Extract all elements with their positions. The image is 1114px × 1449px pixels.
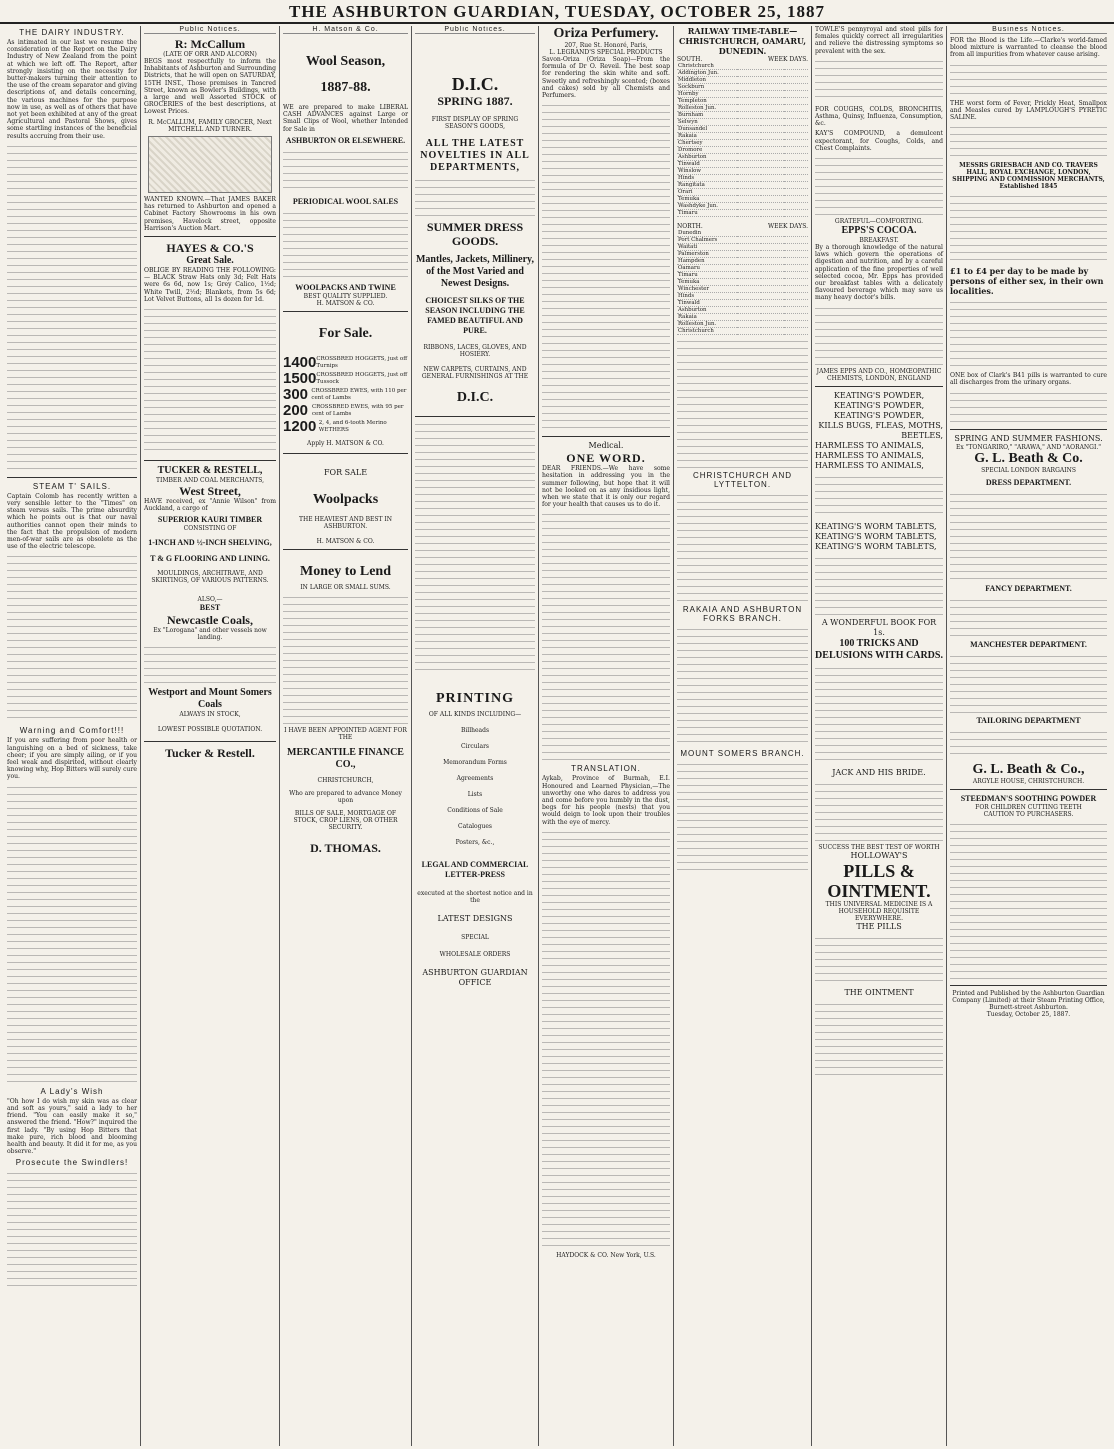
guardian-office: ASHBURTON GUARDIAN OFFICE	[422, 968, 528, 987]
body-text-block	[415, 421, 535, 671]
pound-per-day: £1 to £4 per day to be made by persons of either sex, in their own localities.	[950, 266, 1104, 297]
body-text-block	[950, 62, 1107, 97]
printing-item: Lists	[467, 791, 483, 798]
oriza-title: Oriza Perfumery.	[553, 26, 659, 41]
livestock-list	[283, 356, 408, 434]
station-name: Ashburton	[677, 154, 737, 161]
jack-bride: JACK AND HIS BRIDE.	[832, 767, 926, 777]
column-header: H. Matson & Co.	[283, 26, 408, 34]
dic-spring: SPRING 1887.	[437, 94, 513, 108]
masthead-title: THE ASHBURTON GUARDIAN, TUESDAY, OCTOBER 25, 1887	[288, 2, 825, 21]
station-name: Temuka	[677, 196, 737, 203]
timetable-row	[677, 258, 808, 265]
furniture-illustration	[148, 136, 272, 193]
printing-item: Circulars	[460, 743, 490, 750]
station-name: Rakaia	[677, 133, 737, 140]
spring-fashions: SPRING AND SUMMER FASHIONS.	[954, 433, 1103, 443]
station-name: Washdyke Jun.	[677, 203, 737, 210]
lowest-quotation: LOWEST POSSIBLE QUOTATION.	[157, 726, 263, 734]
mccallum-text: BEGS most respectfully to inform the Inhabitants of Ashburton and Surrounding Districts, that he will open on SATURDAY, 15TH INST., Those premises in Tancred Street, known as Bowler's Buildings, with a large and well Assorted STOCK of GROCERIES of the best descriptions, at Lowest Prices.	[144, 58, 276, 116]
silks: CHOICEST SILKS OF THE SEASON INCLUDING THE FAMED BEAUTIFUL AND PURE.	[425, 296, 525, 335]
body-text-block	[815, 155, 943, 215]
harmless-2: HARMLESS TO ANIMALS,	[815, 450, 924, 460]
livestock-count: 300	[283, 386, 309, 404]
timetable-row	[677, 112, 808, 119]
ships: Ex "TONGARIRO," "ARAWA," AND "AORANGI."	[956, 443, 1101, 451]
medical-heading: Medical.	[588, 441, 624, 451]
manchester-department: MANCHESTER DEPARTMENT.	[970, 639, 1087, 649]
d-thomas: D. THOMAS.	[310, 840, 381, 855]
weekdays-label-2: WEEK DAYS.	[768, 223, 808, 230]
first-display: FIRST DISPLAY OF SPRING SEASON'S GOODS,	[431, 116, 519, 130]
mccallum-address: R. McCALLUM, FAMILY GROCER, Next MITCHELL AND TURNER.	[148, 118, 272, 133]
steam-sails-text: Captain Colomb has recently written a very sensible letter to the "Times" on steam versus sails. The prime absurdity which he points out is that our naval authorities cannot open their minds to the fact that the propulsion of modern men-of-war sails are as obsolete as the use of the electric telescope.	[7, 492, 137, 551]
timetable-row	[677, 328, 808, 335]
coals-ex: Ex "Lorogana" and other vessels now landing.	[153, 627, 267, 642]
newcastle-coals: Newcastle Coals,	[167, 613, 253, 628]
column-medical	[539, 26, 674, 1446]
executed: executed at the shortest notice and in the	[417, 890, 533, 904]
body-text-block	[7, 784, 137, 1084]
station-name: Port Chalmers	[677, 237, 737, 244]
columns	[4, 26, 1110, 1446]
timetable-row	[677, 98, 808, 105]
timetable-row	[677, 244, 808, 251]
coughs-text: FOR COUGHS, COLDS, BRONCHITIS, Asthma, Quinsy, Influenza, Consumption, &c.	[815, 105, 943, 128]
fancy-department: FANCY DEPARTMENT.	[985, 583, 1072, 593]
body-text-block	[950, 597, 1107, 637]
epps-cocoa: EPPS'S COCOA.	[841, 225, 917, 237]
caution: CAUTION TO PURCHASERS.	[983, 810, 1074, 818]
livestock-row	[283, 356, 408, 370]
station-name: Burnham	[677, 112, 737, 119]
body-text-block	[950, 491, 1107, 581]
station-name: Chertsey	[677, 140, 737, 147]
body-text-block	[950, 124, 1107, 159]
ashburton-elsewhere: ASHBURTON OR ELSEWHERE.	[285, 135, 406, 145]
station-name: Dunsandel	[677, 126, 737, 133]
special: SPECIAL	[461, 934, 489, 941]
timetable-row	[677, 251, 808, 258]
timetable-row	[677, 161, 808, 168]
latest-designs: LATEST DESIGNS	[437, 914, 513, 923]
tucker-title: TUCKER & RESTELL,	[157, 465, 263, 477]
timetable-row	[677, 300, 808, 307]
pills-ointment: PILLS & OINTMENT.	[827, 860, 931, 901]
wonderful-book: A WONDERFUL BOOK FOR 1s.	[821, 617, 937, 637]
printing-item: Billheads	[460, 727, 490, 734]
oriza-text: Savon-Oriza (Oriza Soap)—From the formula of Dr O. Reveil. The best soap for rendering the skin white and soft. Sweetly and refreshingly scented; (boxes and cakes) sold by all Chemists and Perfumers.	[542, 56, 670, 100]
appointed-agent: I HAVE BEEN APPOINTED AGENT FOR THE	[284, 726, 407, 741]
woolpacks: Woolpacks	[312, 491, 379, 507]
for-sale: For Sale.	[318, 325, 373, 341]
summer-dress: SUMMER DRESS GOODS.	[426, 220, 524, 248]
for-sale-2: FOR SALE	[323, 467, 368, 477]
one-word-text: DEAR FRIENDS.—We have some hesitation in addressing you in the summer following, but hope that it will not be looked on as any insidious light, when we state that it is only our regard for your health that causes us to do it.	[542, 465, 670, 509]
body-text-block	[815, 58, 943, 103]
station-name: Rakaia	[677, 314, 737, 321]
station-name: Christchurch	[677, 63, 737, 70]
timetable-row	[677, 133, 808, 140]
column-railway	[674, 26, 812, 1446]
timetable-row	[677, 175, 808, 182]
steedman: STEEDMAN'S SOOTHING POWDER	[960, 793, 1097, 803]
body-text-block	[815, 935, 943, 985]
body-text-block	[815, 555, 943, 615]
body-text-block	[677, 626, 808, 746]
best-quality: BEST QUALITY SUPPLIED.	[303, 292, 388, 300]
swindlers-heading: Prosecute the Swindlers!	[15, 1158, 129, 1168]
oriza-sub: L. LEGRAND'S SPECIAL PRODUCTS	[549, 49, 663, 56]
warning-text: If you are suffering from poor health or languishing on a bed of sickness, take cheer; if you are simply ailing, or if you feel weak and dispirited, without clearly knowing why, Hop Bitters will surely cure you.	[7, 737, 137, 781]
best: BEST	[199, 603, 221, 613]
station-name: Sockburn	[677, 84, 737, 91]
column-header: Public Notices.	[415, 26, 535, 34]
wool-years: 1887-88.	[320, 80, 371, 95]
printing-item: Conditions of Sale	[447, 807, 503, 814]
london-bargains: SPECIAL LONDON BARGAINS	[981, 466, 1076, 474]
timetable-row	[677, 182, 808, 189]
timetable-row	[677, 147, 808, 154]
also: ALSO,—	[197, 596, 223, 604]
body-text-block	[7, 143, 137, 473]
body-text-block	[415, 177, 535, 217]
printing-item: Posters, &c.,	[455, 839, 495, 846]
sums: IN LARGE OR SMALL SUMS.	[300, 583, 391, 591]
imprint: Printed and Published by the Ashburton Guardian Company (Limited) at their Steam Printing Office, Burnett-street Ashburton.	[952, 989, 1105, 1011]
apply-matson: Apply H. MATSON & CO.	[307, 439, 384, 447]
tucker-sub: TIMBER AND COAL MERCHANTS,	[155, 477, 265, 485]
hayes-sub: Great Sale.	[186, 255, 234, 267]
oriza-address: 207, Rue St. Honoré, Paris,	[564, 42, 648, 49]
body-text-block	[950, 390, 1107, 425]
timetable-row	[677, 293, 808, 300]
livestock-desc: CROSSBRED HOGGETS, just off Tussock	[316, 371, 408, 385]
breakfast: BREAKFAST.	[859, 237, 899, 245]
station-name: Addington Jun.	[677, 70, 737, 77]
station-name: Tinwald	[677, 161, 737, 168]
timetable-row	[677, 286, 808, 293]
station-name: Hinds	[677, 175, 737, 182]
livestock-row	[283, 388, 408, 402]
timetable-row	[677, 84, 808, 91]
station-name: Winslow	[677, 168, 737, 175]
south-label: SOUTH.	[677, 56, 703, 63]
blood-text: FOR the Blood is the Life.—Clarke's world-famed blood mixture is warranted to cleanse the blood from all impurities from whatever cause arising.	[950, 37, 1107, 59]
mantles: Mantles, Jackets, Millinery, of the Most Varied and Newest Designs.	[415, 254, 535, 289]
body-text-block	[815, 781, 943, 841]
station-name: Christchurch	[677, 328, 737, 335]
column-remedies	[812, 26, 947, 1446]
hundred-tricks: 100 TRICKS AND DELUSIONS WITH CARDS.	[815, 637, 943, 661]
legal-press: LEGAL AND COMMERCIAL LETTER-PRESS	[421, 860, 529, 879]
body-text-block	[542, 511, 670, 761]
body-text-block	[815, 474, 943, 519]
timetable-row	[677, 210, 808, 217]
haydock-sig: HAYDOCK & CO. New York, U.S.	[556, 1251, 656, 1259]
lyttelton-heading: CHRISTCHURCH AND LYTTELTON.	[692, 471, 793, 489]
body-text-block	[815, 665, 943, 765]
station-name: Templeton	[677, 98, 737, 105]
station-name: Selwyn	[677, 119, 737, 126]
livestock-count: 200	[283, 402, 309, 420]
livestock-count: 1200	[283, 418, 317, 436]
tucker-street: West Street,	[179, 484, 241, 499]
body-text-block	[144, 306, 276, 456]
mccallum-title: R: McCallum	[174, 37, 246, 51]
timetable-row	[677, 91, 808, 98]
station-name: Orari	[677, 189, 737, 196]
column-header: Public Notices.	[144, 26, 276, 34]
station-name: Middleton	[677, 77, 737, 84]
station-name: Hornby	[677, 91, 737, 98]
keating-powder-1: KEATING'S POWDER,	[833, 390, 925, 400]
timetable-row	[677, 279, 808, 286]
westport-coals: Westport and Mount Somers Coals	[148, 687, 272, 711]
station-name: Palmerston	[677, 251, 737, 258]
argyle-house: ARGYLE HOUSE, CHRISTCHURCH.	[972, 777, 1085, 785]
livestock-row	[283, 404, 408, 418]
north-timetable	[677, 230, 808, 335]
livestock-row	[283, 372, 408, 386]
timetable-row	[677, 77, 808, 84]
all-latest: ALL THE LATEST NOVELTIES IN ALL DEPARTMENTS,	[420, 138, 530, 173]
station-name: Timaru	[677, 272, 737, 279]
timetable-row	[677, 321, 808, 328]
station-name: Ashburton	[677, 307, 737, 314]
lady-wish-heading: A Lady's Wish	[40, 1086, 104, 1096]
body-text-block	[950, 193, 1107, 263]
livestock-count: 1400	[283, 354, 317, 372]
timetable-row	[677, 189, 808, 196]
epps-text: By a thorough knowledge of the natural laws which govern the operations of digestion and nutrition, and by a careful application of the fine properties of well selected cocoa, Mr. Epps has provided our breakfast tables with a delicately flavoured beverage which may save us many heavy doctor's bills.	[815, 244, 943, 302]
station-name: Hinds	[677, 293, 737, 300]
body-text-block	[950, 299, 1107, 369]
livestock-desc: 2, 4, and 6-tooth Merino WETHERS	[318, 419, 387, 433]
body-text-block	[283, 210, 408, 280]
livestock-count: 1500	[283, 370, 317, 388]
body-text-block	[283, 149, 408, 194]
body-text-block	[950, 653, 1107, 713]
timetable-row	[677, 126, 808, 133]
one-word-title: ONE WORD.	[566, 451, 646, 466]
holloway: HOLLOWAY'S	[850, 850, 908, 860]
universal: THIS UNIVERSAL MEDICINE IS A HOUSEHOLD REQUISITE EVERYWHERE.	[825, 900, 933, 922]
timetable-row	[677, 70, 808, 77]
timetable-row	[677, 196, 808, 203]
beath-title-2: G. L. Beath & Co.,	[972, 761, 1085, 777]
success: SUCCESS THE BEST TEST OF WORTH	[818, 843, 940, 851]
wholesale-orders: WHOLESALE ORDERS	[439, 951, 511, 958]
body-text-block	[677, 492, 808, 602]
grateful: GRATEFUL—COMFORTING.	[834, 218, 924, 226]
dress-department: DRESS DEPARTMENT.	[985, 477, 1072, 487]
mount-somers-heading: MOUNT SOMERS BRANCH.	[680, 749, 805, 758]
money-to-lend: Money to Lend	[300, 563, 391, 579]
dairy-text: As intimated in our last we resume the consideration of the Report on the Dairy Industry of New Zealand from the point at which we left off. The Report, after strongly insisting on the necessity for butter-makers turning their attention to the use of the cream separator and giving descriptions of, and details concerning, the various machines for the purpose now in use, as well as of others that have not yet been exhibited at any of the great Agricultural and Pastoral Shows, gives some startling instances of the beneficial results accruing from their use.	[7, 39, 137, 140]
hayes-text: OBLIGE BY READING THE FOLLOWING:— BLACK Straw Hats only 3d; Felt Hats were 6s 6d, now 1s; Grey Calico, 1½d; White Twill, 2½d; Blankets, from 5s 6d; Lot Velvet Buttons, all 1s dozen for 1d.	[144, 267, 276, 303]
timetable-row	[677, 119, 808, 126]
worm-1: KEATING'S WORM TABLETS,	[815, 521, 937, 531]
body-text-block	[815, 305, 943, 365]
column-dic	[412, 26, 539, 1446]
livestock-desc: CROSSBRED HOGGETS, just off Turnips	[316, 355, 408, 369]
body-text-block	[7, 1170, 137, 1290]
timetable-row	[677, 140, 808, 147]
mccallum-sub: (LATE OF ORR AND ALCORN)	[163, 51, 257, 58]
rakaia-heading: RAKAIA AND ASHBURTON FORKS BRANCH.	[682, 605, 803, 623]
station-name: Hampden	[677, 258, 737, 265]
body-text-block	[7, 553, 137, 723]
timetable-row	[677, 168, 808, 175]
beath-title: G. L. Beath & Co.	[974, 450, 1083, 466]
dic-footer: D.I.C.	[456, 390, 494, 405]
kauri-sub: CONSISTING OF	[183, 525, 237, 533]
column-business	[947, 26, 1110, 1446]
column-matson	[280, 26, 412, 1446]
timetable-row	[677, 203, 808, 210]
the-ointment: THE OINTMENT	[844, 987, 914, 997]
station-name: Waitati	[677, 244, 737, 251]
flooring: T & G FLOORING AND LINING.	[150, 554, 270, 564]
periodical-sales: PERIODICAL WOOL SALES	[292, 196, 399, 206]
north-label: NORTH.	[677, 223, 703, 230]
advance-money: Who are prepared to advance Money upon	[289, 789, 402, 804]
ribbons: RIBBONS, LACES, GLOVES, AND HOSIERY.	[423, 344, 527, 358]
body-text-block	[677, 761, 808, 871]
epps-address: JAMES EPPS AND CO., HOMŒOPATHIC CHEMISTS, LONDON, ENGLAND	[816, 367, 942, 382]
tucker-footer: Tucker & Restell.	[165, 746, 255, 761]
worm-3: KEATING'S WORM TABLETS,	[815, 541, 937, 551]
body-text-block	[542, 102, 670, 432]
body-text-block	[283, 594, 408, 724]
railway-title: RAILWAY TIME-TABLE—CHRISTCHURCH, OAMARU, DUNEDIN.	[678, 26, 806, 56]
matson-sig: H. MATSON & CO.	[316, 299, 375, 307]
tailoring-department: TAILORING DEPARTMENT	[976, 715, 1081, 725]
timetable-row	[677, 314, 808, 321]
kays-text: KAY'S COMPOUND, a demulcent expectorant, for Coughs, Colds, and Chest Complaints.	[815, 130, 943, 152]
timetable-row	[677, 154, 808, 161]
children-teeth: FOR CHILDREN CUTTING TEETH	[975, 803, 1082, 811]
body-text-block	[144, 644, 276, 684]
timetable-row	[677, 265, 808, 272]
body-text-block	[542, 829, 670, 1249]
timetable-row	[677, 307, 808, 314]
printing-item: Agreements	[456, 775, 494, 782]
weekdays-label: WEEK DAYS.	[768, 56, 808, 63]
imprint-date: Tuesday, October 25, 1887.	[986, 1010, 1071, 1018]
station-name: Temuka	[677, 279, 737, 286]
lady-wish-text: "Oh how I do wish my skin was as clear and soft as yours," said a lady to her friend. "You can easily make it so," answered the friend. "How?" inquired the first lady. "By using Hop Bitters that make pure, rich blood and blooming health and beauty. It did it for me, as you observe."	[7, 1097, 137, 1156]
south-timetable	[677, 63, 808, 217]
station-name: Tinwald	[677, 300, 737, 307]
column-dairy	[4, 26, 141, 1446]
body-text-block	[950, 821, 1107, 981]
wool-season: Wool Season,	[305, 54, 386, 69]
griesbach: MESSRS GRIESBACH AND CO. TRAVERS HALL, ROYAL EXCHANGE, LONDON, SHIPPING AND COMMISSION MERCHANTS, Established 1845	[952, 162, 1105, 191]
tucker-text: HAVE received, ex "Annie Wilson" from Auckland, a cargo of	[144, 498, 276, 513]
mouldings: MOULDINGS, ARCHITRAVE, AND SKIRTINGS, OF VARIOUS PATTERNS.	[151, 570, 269, 585]
station-name: Rolleston Jun.	[677, 321, 737, 328]
towle-text: TOWLE'S pennyroyal and steel pills for females quickly correct all irregularities and relieve the distressing symptoms so prevalent with the sex.	[815, 26, 943, 55]
printing-item: Catalogues	[457, 823, 493, 830]
station-name: Dunedin	[677, 230, 737, 237]
fever-text: THE worst form of Fever, Prickly Heat, Smallpox and Measles cured by LAMPLOUGH'S PYRETIC SALINE.	[950, 99, 1107, 122]
mercantile-finance: MERCANTILE FINANCE CO.,	[287, 746, 404, 770]
harmless-3: HARMLESS TO ANIMALS,	[815, 460, 924, 470]
station-name: Dromore	[677, 147, 737, 154]
body-text-block	[815, 1001, 943, 1081]
harmless-1: HARMLESS TO ANIMALS,	[815, 440, 924, 450]
body-text-block	[677, 338, 808, 468]
body-text-block	[950, 729, 1107, 759]
livestock-desc: CROSSBRED EWES, with 95 per cent of Lambs	[311, 403, 404, 417]
station-name: Winchester	[677, 286, 737, 293]
column-public-notices	[141, 26, 280, 1446]
hayes-title: HAYES & CO.'S	[166, 241, 254, 256]
printing-item: Memorandum Forms	[443, 759, 507, 766]
translation-heading: TRANSLATION.	[571, 764, 641, 774]
livestock-desc: CROSSBRED EWES, with 110 per cent of Lambs	[311, 387, 407, 401]
keating-powder-3: KEATING'S POWDER,	[833, 410, 925, 420]
station-name: Oamaru	[677, 265, 737, 272]
one-box-text: ONE box of Clark's B41 pills is warranted to cure all discharges from the urinary organs.	[950, 372, 1107, 387]
dic-title: D.I.C.	[451, 74, 499, 94]
curtains: NEW CARPETS, CURTAINS, AND GENERAL FURNISHINGS AT THE	[421, 366, 529, 380]
station-name: Rangitata	[677, 182, 737, 189]
liberal-text: WE are prepared to make LIBERAL CASH ADVANCES against Large or Small Clips of Wool, whether Intended for Sale in	[283, 104, 408, 133]
timetable-row	[677, 237, 808, 244]
furniture-text: WANTED KNOWN.—That JAMES BAKER has returned to Ashburton and opened a Cabinet Factory Showrooms in his own premises, Havelock street, opposite Harrison's Auction Mart.	[144, 196, 276, 232]
printing-items	[415, 727, 535, 846]
keating-powder-2: KEATING'S POWDER,	[833, 400, 925, 410]
station-name: Rolleston Jun.	[677, 105, 737, 112]
warning-heading: Warning and Comfort!!!	[19, 726, 125, 736]
woolpacks-twine: WOOLPACKS AND TWINE	[295, 282, 396, 292]
in-stock: ALWAYS IN STOCK,	[179, 711, 241, 719]
matson-sig-2: H. MATSON & CO.	[316, 537, 375, 545]
timetable-row	[677, 105, 808, 112]
livestock-row	[283, 420, 408, 434]
masthead	[0, 0, 1114, 24]
steam-sails-heading: STEAM T' SAILS.	[32, 481, 112, 491]
christchurch: CHRISTCHURCH,	[317, 776, 374, 784]
kills-bugs: KILLS BUGS, FLEAS, MOTHS, BEETLES,	[818, 420, 943, 440]
shelving: 1-INCH AND ½-INCH SHELVING,	[148, 538, 272, 548]
station-name: Timaru	[677, 210, 737, 217]
securities: BILLS OF SALE, MORTGAGE OF STOCK, CROP LIENS, OR OTHER SECURITY.	[293, 809, 398, 831]
all-kinds: OF ALL KINDS INCLUDING—	[428, 711, 522, 718]
the-pills: THE PILLS	[856, 921, 902, 931]
translation-text: Aykab, Province of Burmah, E.I. Honoured and Learned Physician,—The unworthy one who dares to address you and come before you humbly in the dust, begs for his people (nests) that you would deign to look upon their troubles with the eye of mercy.	[542, 775, 670, 826]
dairy-heading: THE DAIRY INDUSTRY.	[19, 28, 125, 37]
column-header: Business Notices.	[950, 26, 1107, 34]
printing-title: PRINTING	[435, 691, 514, 706]
kauri-title: SUPERIOR KAURI TIMBER	[157, 515, 263, 525]
worm-2: KEATING'S WORM TABLETS,	[815, 531, 937, 541]
timetable-row	[677, 272, 808, 279]
heaviest-best: THE HEAVIEST AND BEST IN ASHBURTON.	[299, 515, 392, 530]
